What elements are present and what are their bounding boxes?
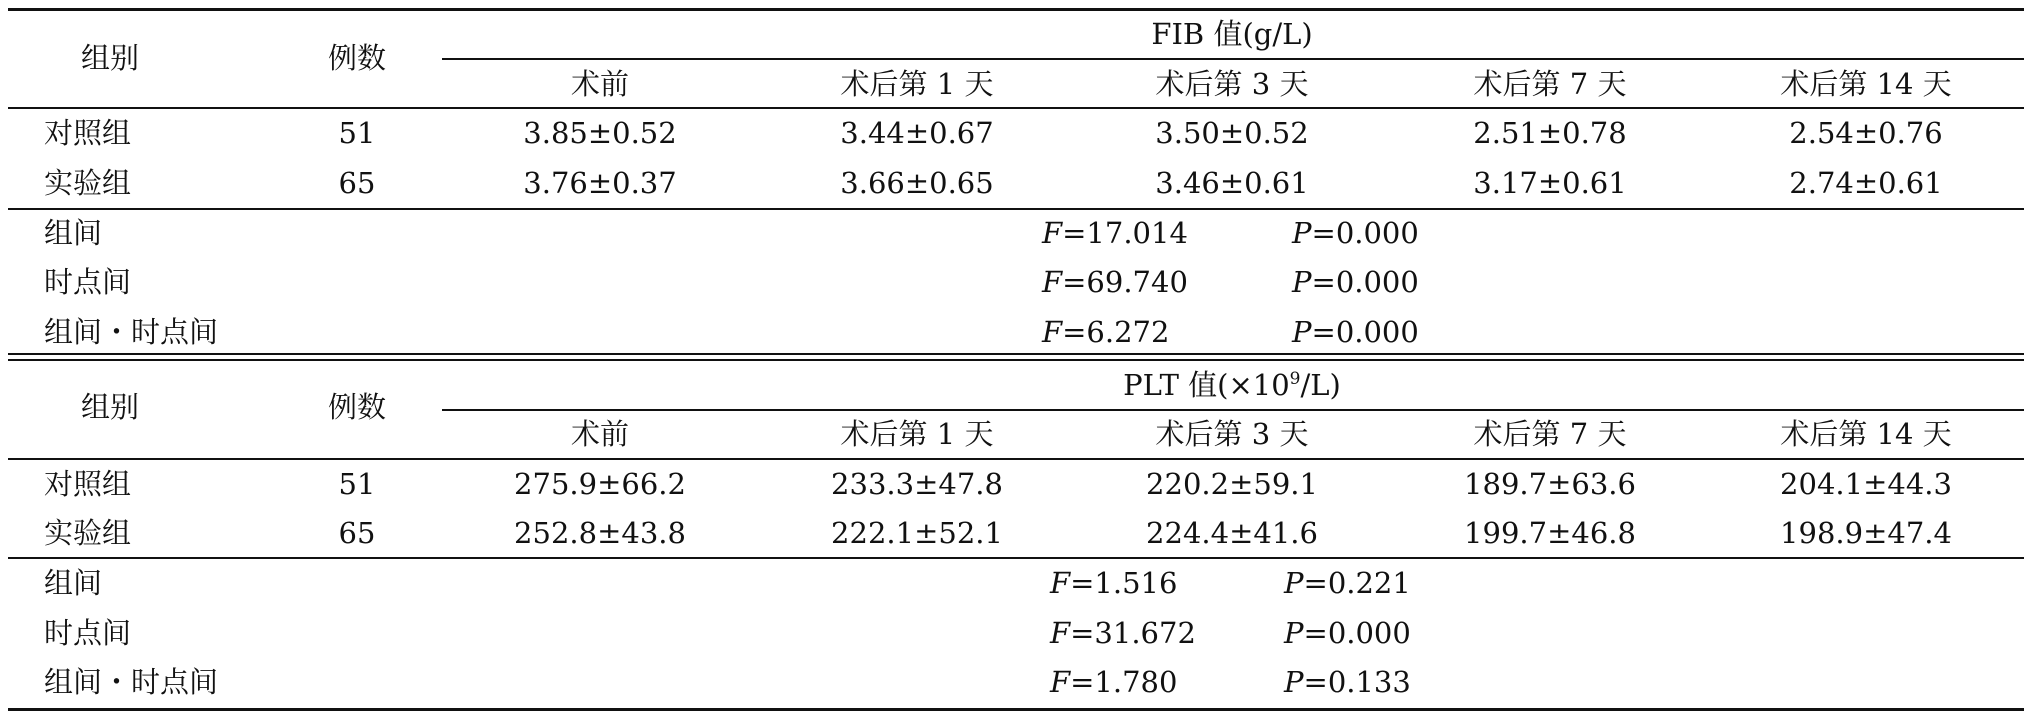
f-value: =1.516 <box>1070 566 1178 600</box>
stats-label: 组间・时点间 <box>44 315 219 349</box>
timepoint-header: 术后第 7 天 <box>1473 67 1627 101</box>
header-bottom-rule <box>8 458 2024 460</box>
value-cell: 189.7±63.6 <box>1464 467 1636 501</box>
timepoint-header: 术后第 3 天 <box>1155 417 1309 451</box>
f-symbol: F <box>1050 665 1071 699</box>
p-statistic <box>1284 566 1411 600</box>
group-cell: 实验组 <box>44 516 132 550</box>
p-value: =0.000 <box>1303 616 1411 650</box>
value-cell: 3.17±0.61 <box>1473 166 1627 200</box>
f-statistic <box>1042 315 1170 349</box>
p-statistic <box>1284 616 1411 650</box>
group-cell: 实验组 <box>44 166 132 200</box>
stats-label: 组间 <box>44 216 103 250</box>
group-header: 组别 <box>80 41 140 75</box>
value-cell: 222.1±52.1 <box>831 516 1003 550</box>
value-cell: 198.9±47.4 <box>1780 516 1952 550</box>
value-cell: 275.9±66.2 <box>514 467 686 501</box>
measure-subheader-rule <box>442 409 2024 411</box>
timepoint-header: 术后第 14 天 <box>1780 67 1952 101</box>
p-symbol: P <box>1292 315 1312 349</box>
value-cell: 233.3±47.8 <box>831 467 1003 501</box>
value-cell: 3.46±0.61 <box>1155 166 1309 200</box>
f-statistic <box>1050 616 1196 650</box>
group-header: 组别 <box>80 390 140 424</box>
p-statistic <box>1292 315 1419 349</box>
table-top-rule <box>8 8 2024 11</box>
p-symbol: P <box>1284 665 1304 699</box>
p-value: =0.000 <box>1311 216 1419 250</box>
measure-header-prefix: PLT 值(×10 <box>1123 368 1290 402</box>
f-value: =31.672 <box>1070 616 1196 650</box>
f-symbol: F <box>1042 265 1063 299</box>
data-bottom-rule <box>8 557 2024 559</box>
f-statistic <box>1050 566 1178 600</box>
p-statistic <box>1292 265 1419 299</box>
value-cell: 2.51±0.78 <box>1473 116 1627 150</box>
value-cell: 3.44±0.67 <box>840 116 994 150</box>
value-cell: 220.2±59.1 <box>1146 467 1318 501</box>
f-value: =1.780 <box>1070 665 1178 699</box>
n-header: 例数 <box>327 390 387 424</box>
measure-header <box>1151 17 1313 51</box>
n-header: 例数 <box>327 41 387 75</box>
value-cell: 3.85±0.52 <box>523 116 677 150</box>
section-double-rule <box>8 353 2024 355</box>
p-symbol: P <box>1284 566 1304 600</box>
value-cell: 2.54±0.76 <box>1789 116 1943 150</box>
header-bottom-rule <box>8 107 2024 109</box>
timepoint-header: 术后第 1 天 <box>840 417 994 451</box>
n-cell: 51 <box>338 116 376 150</box>
f-symbol: F <box>1050 566 1071 600</box>
p-value: =0.221 <box>1303 566 1411 600</box>
p-value: =0.133 <box>1303 665 1411 699</box>
timepoint-header: 术前 <box>570 417 630 451</box>
f-symbol: F <box>1042 216 1063 250</box>
f-value: =6.272 <box>1062 315 1170 349</box>
n-cell: 65 <box>338 166 376 200</box>
measure-header-suffix: /L) <box>1300 368 1341 402</box>
group-cell: 对照组 <box>44 467 132 501</box>
f-value: =69.740 <box>1062 265 1188 299</box>
p-statistic <box>1292 216 1419 250</box>
f-statistic <box>1042 216 1188 250</box>
f-statistic <box>1050 665 1178 699</box>
section-double-rule <box>8 359 2024 361</box>
table-bottom-rule <box>8 708 2024 711</box>
stats-label: 时点间 <box>44 616 132 650</box>
timepoint-header: 术后第 1 天 <box>840 67 994 101</box>
data-bottom-rule <box>8 208 2024 210</box>
f-symbol: F <box>1050 616 1071 650</box>
f-statistic <box>1042 265 1188 299</box>
stats-label: 组间・时点间 <box>44 665 219 699</box>
timepoint-header: 术后第 14 天 <box>1780 417 1952 451</box>
p-symbol: P <box>1284 616 1304 650</box>
value-cell: 252.8±43.8 <box>514 516 686 550</box>
p-statistic <box>1284 665 1411 699</box>
measure-header-prefix: FIB 值(g/L) <box>1151 17 1313 51</box>
group-cell: 对照组 <box>44 116 132 150</box>
timepoint-header: 术后第 3 天 <box>1155 67 1309 101</box>
timepoint-header: 术前 <box>570 67 630 101</box>
timepoint-header: 术后第 7 天 <box>1473 417 1627 451</box>
f-value: =17.014 <box>1062 216 1188 250</box>
measure-subheader-rule <box>442 58 2024 60</box>
measure-header-sup: 9 <box>1289 369 1301 389</box>
value-cell: 2.74±0.61 <box>1789 166 1943 200</box>
value-cell: 204.1±44.3 <box>1780 467 1952 501</box>
measure-header <box>1123 368 1341 402</box>
p-value: =0.000 <box>1311 315 1419 349</box>
value-cell: 3.76±0.37 <box>523 166 677 200</box>
stats-label: 时点间 <box>44 265 132 299</box>
value-cell: 3.50±0.52 <box>1155 116 1309 150</box>
value-cell: 199.7±46.8 <box>1464 516 1636 550</box>
value-cell: 3.66±0.65 <box>840 166 994 200</box>
f-symbol: F <box>1042 315 1063 349</box>
n-cell: 51 <box>338 467 376 501</box>
n-cell: 65 <box>338 516 376 550</box>
stats-label: 组间 <box>44 566 103 600</box>
value-cell: 224.4±41.6 <box>1146 516 1318 550</box>
p-value: =0.000 <box>1311 265 1419 299</box>
p-symbol: P <box>1292 265 1312 299</box>
p-symbol: P <box>1292 216 1312 250</box>
